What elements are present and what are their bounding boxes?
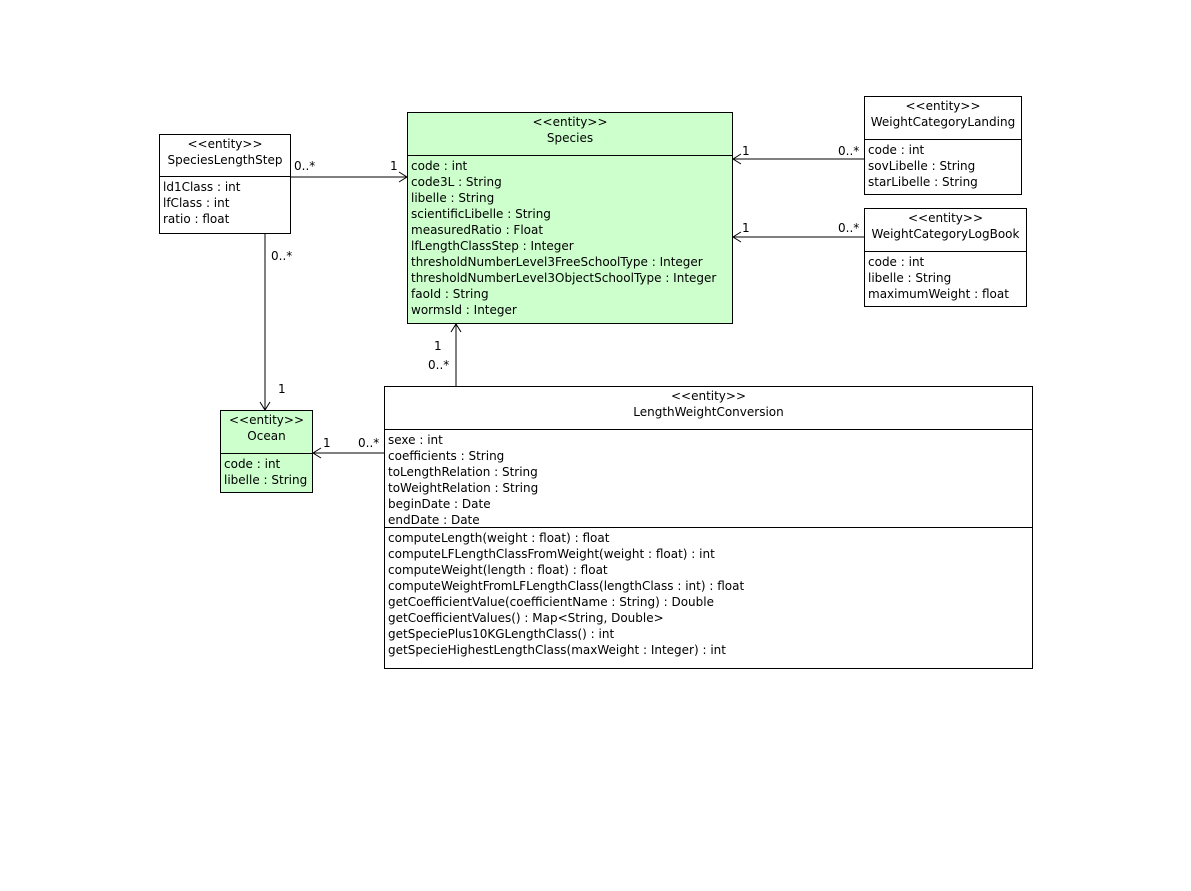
member-row: lfClass : int [163, 196, 230, 210]
mult-landing-species-src: 0..* [838, 144, 860, 158]
class-species-length-step[interactable] [159, 134, 291, 234]
class-weight-category-logbook[interactable] [864, 208, 1027, 307]
member-row: sovLibelle : String [868, 159, 976, 173]
length-weight-conversion-operations [385, 527, 1032, 661]
member-row: toLengthRelation : String [388, 465, 538, 479]
member-row: code : int [868, 143, 925, 157]
mult-step-ocean-src: 0..* [271, 249, 293, 263]
member-row: lfLengthClassStep : Integer [411, 239, 574, 253]
member-row: getCoefficientValues() : Map<String, Double> [388, 611, 664, 625]
mult-lwc-ocean-src: 0..* [358, 436, 380, 450]
member-row: computeLength(weight : float) : float [388, 531, 610, 545]
member-row: code : int [224, 457, 281, 471]
mult-step-species-dst: 1 [390, 159, 398, 173]
mult-step-ocean-dst: 1 [278, 382, 286, 396]
member-row: code3L : String [411, 175, 502, 189]
species-attributes [408, 155, 732, 321]
mult-landing-species-dst: 1 [742, 144, 750, 158]
member-row: endDate : Date [388, 513, 480, 527]
class-ocean[interactable] [220, 410, 313, 493]
mult-step-species-src: 0..* [294, 159, 316, 173]
member-row: ld1Class : int [163, 180, 241, 194]
ocean-name: Ocean [247, 429, 286, 443]
weight-category-landing-name: WeightCategoryLanding [870, 115, 1016, 129]
length-weight-conversion-stereotype: <<entity>> [670, 389, 747, 403]
mult-logbook-species-src: 0..* [838, 221, 860, 235]
member-row: faoId : String [411, 287, 489, 301]
length-weight-conversion-attributes [385, 429, 1032, 527]
member-row: starLibelle : String [868, 175, 978, 189]
mult-lwc-species-src: 0..* [428, 358, 450, 372]
member-row: thresholdNumberLevel3ObjectSchoolType : Integer [411, 271, 717, 285]
class-weight-category-landing[interactable] [864, 96, 1022, 195]
mult-lwc-species-dst: 1 [434, 339, 442, 353]
length-weight-conversion-name: LengthWeightConversion [633, 405, 784, 419]
member-row: libelle : String [868, 271, 952, 285]
member-row: code : int [868, 255, 925, 269]
weight-category-logbook-stereotype: <<entity>> [907, 211, 984, 225]
member-row: toWeightRelation : String [388, 481, 539, 495]
member-row: getSpeciePlus10KGLengthClass() : int [388, 627, 615, 641]
member-row: thresholdNumberLevel3FreeSchoolType : Integer [411, 255, 703, 269]
weight-category-logbook-attributes [865, 251, 1026, 305]
member-row: coefficients : String [388, 449, 505, 463]
member-row: scientificLibelle : String [411, 207, 551, 221]
member-row: ratio : float [163, 212, 230, 226]
member-row: computeLFLengthClassFromWeight(weight : float) : int [388, 547, 715, 561]
member-row: wormsId : Integer [411, 303, 517, 317]
species-stereotype: <<entity>> [532, 115, 608, 129]
species-length-step-name: SpeciesLengthStep [167, 153, 283, 167]
species-name: Species [546, 131, 594, 145]
member-row: code : int [411, 159, 468, 173]
member-row: measuredRatio : Float [411, 223, 544, 237]
ocean-stereotype: <<entity>> [228, 413, 305, 427]
member-row: computeWeight(length : float) : float [388, 563, 608, 577]
mult-lwc-ocean-dst: 1 [323, 436, 331, 450]
class-species[interactable] [407, 112, 733, 324]
species-length-step-attributes [160, 176, 290, 230]
weight-category-landing-attributes [865, 139, 1021, 193]
ocean-attributes [221, 453, 312, 491]
mult-logbook-species-dst: 1 [742, 221, 750, 235]
member-row: sexe : int [388, 433, 443, 447]
member-row: libelle : String [224, 473, 308, 487]
member-row: getSpecieHighestLengthClass(maxWeight : Integer) : int [388, 643, 726, 657]
member-row: getCoefficientValue(coefficientName : String) : Double [388, 595, 714, 609]
member-row: maximumWeight : float [868, 287, 1009, 301]
member-row: computeWeightFromLFLengthClass(lengthClass : int) : float [388, 579, 745, 593]
weight-category-logbook-name: WeightCategoryLogBook [871, 227, 1020, 241]
class-length-weight-conversion[interactable] [384, 386, 1033, 669]
member-row: beginDate : Date [388, 497, 491, 511]
weight-category-landing-stereotype: <<entity>> [905, 99, 981, 113]
member-row: libelle : String [411, 191, 495, 205]
species-length-step-stereotype: <<entity>> [187, 137, 263, 151]
